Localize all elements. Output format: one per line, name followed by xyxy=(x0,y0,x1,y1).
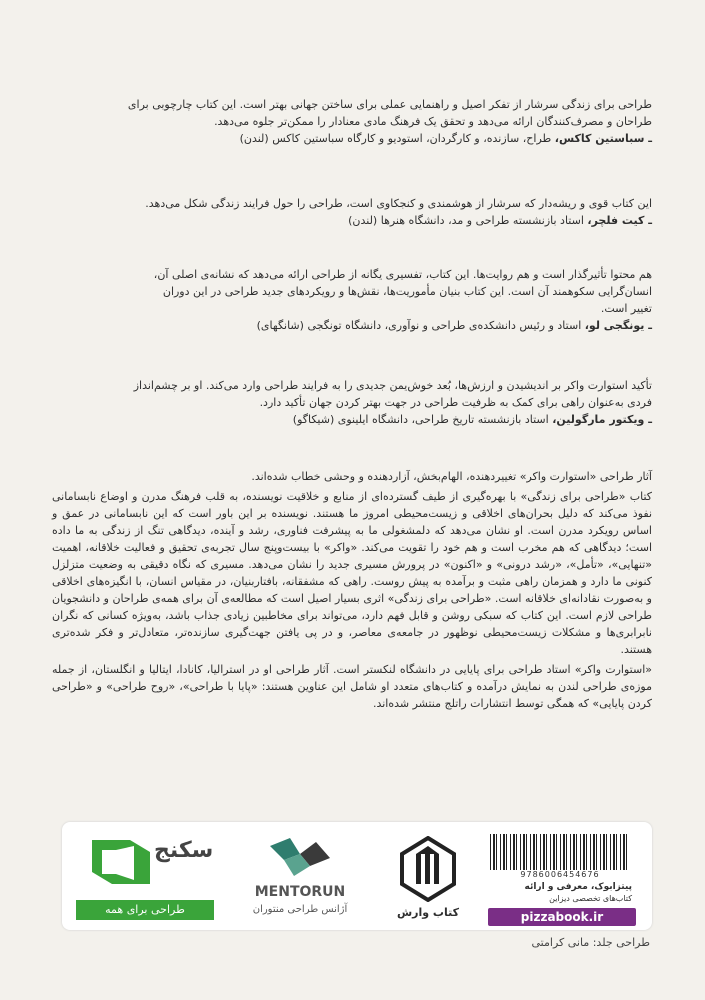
quote-line: هم محتوا تأثیرگذار است و هم روایت‌ها. این کتاب، تفسیری یگانه از طراحی ارائه می‌دهد که نشانه‌ی اصلی آن، xyxy=(153,268,652,281)
quote-author-role: استاد و رئیس دانشکده‌ی طراحی و نوآوری، دانشگاه تونگجی (شانگهای) xyxy=(256,319,582,332)
barcode-image xyxy=(490,834,630,870)
barcode-block xyxy=(482,828,642,924)
warsh-name: کتاب وارش xyxy=(396,906,460,919)
pizzabook-url[interactable]: pizzabook.ir xyxy=(488,908,636,926)
quote-line: طراحان و مصرف‌کنندگان ارائه می‌دهد و تحقق یک فرهنگ مادی معنادار را ممکن‌تر جلوه می‌دهد. xyxy=(214,115,652,128)
quote-attribution xyxy=(52,317,652,334)
mentorun-logo-block xyxy=(230,828,370,924)
quote-line: طراحی برای زندگی سرشار از تفکر اصیل و راهنمایی عملی برای ساختن جهانی بهتر است. این کتاب چارچوبی برای xyxy=(127,98,652,111)
quote-author-role: استاد بازنشسته طراحی و مد، دانشگاه هنرها (لندن) xyxy=(348,214,584,227)
quote-attribution xyxy=(52,212,652,229)
sakanj-logo-icon xyxy=(86,832,156,892)
sakanj-tagline: طراحی برای همه xyxy=(76,900,214,920)
quote-lou xyxy=(52,266,652,334)
quote-line: تغییر است. xyxy=(600,302,652,315)
mentorun-subtitle: آژانس طراحی منتوران xyxy=(252,904,348,915)
warsh-logo-block xyxy=(380,828,476,924)
quote-line: تأکید استوارت واکر بر اندیشیدن و ارزش‌ها، بُعد خوش‌یمن جدیدی را به فرایند طراحی وارد می‌کند. او بر چشم‌انداز xyxy=(133,379,652,392)
sakanj-name: سکنج xyxy=(154,838,214,863)
description-paragraph: «استوارت واکر» استاد طراحی برای پایایی در دانشگاه لنکستر است. آثار طراحی او در استرالیا، کانادا، ایتالیا و انگلستان، از جمله موزه‌ی طراحی لندن به نمایش درآمده و کتاب‌های متعدد او شامل این عناوین هستند: «پایا با طراحی»، «روح طراحی» و «طراحی کردن پایایی» که همگی توسط انتشارات راتلج منتشر شده‌اند. xyxy=(52,663,652,710)
mentorun-name: MENTORUN xyxy=(254,884,346,900)
quote-author-role: استاد بازنشسته تاریخ طراحی، دانشگاه ایلینوی (شیکاگو) xyxy=(292,413,549,426)
pizzabook-subtitle: کتاب‌های تخصصی دیزاین xyxy=(549,894,632,903)
mentorun-logo-icon xyxy=(266,836,334,880)
pizzabook-tagline: پیتزابوک، معرفی و ارائه xyxy=(524,882,632,892)
book-description xyxy=(52,468,652,715)
quote-author: ـ کیت فلچر، xyxy=(587,214,652,227)
quote-author: ـ یونگجی لو، xyxy=(584,319,652,332)
quote-line: این کتاب قوی و ریشه‌دار که سرشار از هوشمندی و کنجکاوی است، طراحی را حول فرایند زندگی شکل می‌دهد. xyxy=(145,197,652,210)
quote-author-role: طراح، سازنده، و کارگردان، استودیو و کارگاه سباستین کاکس (لندن) xyxy=(239,132,552,145)
quote-attribution xyxy=(52,411,652,428)
quote-line: انسان‌گرایی سکوهمند آن است. این کتاب بنیان مأموریت‌ها، نقش‌ها و رویکردهای جدید طراحی در این دوران xyxy=(162,285,652,298)
publisher-logos-panel xyxy=(62,822,652,930)
isbn-number: 9786006454676 xyxy=(520,870,600,879)
sakanj-logo-block xyxy=(70,828,220,924)
quote-cox xyxy=(52,96,652,147)
quote-fletcher xyxy=(52,195,652,229)
cover-designer-credit: طراحی جلد: مانی کرامتی xyxy=(531,936,650,949)
description-paragraph: کتاب «طراحی برای زندگی» با بهره‌گیری از طیف گسترده‌ای از منابع و خلاقیت نویسنده، به قلب فرهنگ مدرن و اوضاع نابسامانی نفوذ می‌کند که دلیل بحران‌های اخلاقی و زیست‌محیطی امروز ما هستند. نویسنده بر این باور است که این نابسامانی در عمق و اساس رویکرد مدرن است. او نشان می‌دهد که دلمشغولی ما به پیشرفت فناوری، رشد و آینده، دیدگاهی تنگ از زندگی به ما داده است؛ دیدگاهی که هم مخرب است و هم خود را تقویت می‌کند. «واکر» با بیست‌وپنج سال تجربه‌ی تحقیق و فعالیت خلاقانه، اهمیت «تنهایی»، «تأمل»، «رشد درونی» و «اکنون» در پرورش مسیری جدید را نشان می‌دهد. مسیری که نگاه دقیقی به وضعیت متزلزل کنونی ما دارد و همزمان راهی مثبت و برآمده به پیش روست. راهی که مشفقانه، بافتاربنیان، در مقیاس انسان، با انگیزه‌های اخلاقی و به‌صورت نقادانه‌ای خلاقانه است. «طراحی برای زندگی» اثری بسیار اصیل است که مطالعه‌ی آن برای همه‌ی طراحان و دانشجویان طراحی لازم است. این کتاب که سبکی روشن و قابل فهم دارد، می‌تواند برای مخاطبین زیادی جذاب باشد، به‌ویژه کسانی که نگران نابرابری‌ها و مشکلات زیست‌محیطی نوظهور در جامعه‌ی معاصر، و در پی یافتن جهت‌گیری سازنده‌تر، متعادل‌تر و فکر شده‌تری هستند. xyxy=(52,490,652,656)
quote-author: ـ سباستین کاکس، xyxy=(554,132,652,145)
quote-author: ـ ویکتور مارگولین، xyxy=(552,413,652,426)
warsh-logo-icon xyxy=(398,836,458,902)
quote-line: فردی به‌عنوان راهی برای کمک به ظرفیت طراحی در جهت بهتر کردن جهان تأکید دارد. xyxy=(259,396,652,409)
description-paragraph: آثار طراحی «استوارت واکر» تغییردهنده، الهام‌بخش، آزاردهنده و وحشی خطاب شده‌اند. xyxy=(251,470,652,483)
quote-attribution xyxy=(52,130,652,147)
quote-margolin xyxy=(52,377,652,428)
